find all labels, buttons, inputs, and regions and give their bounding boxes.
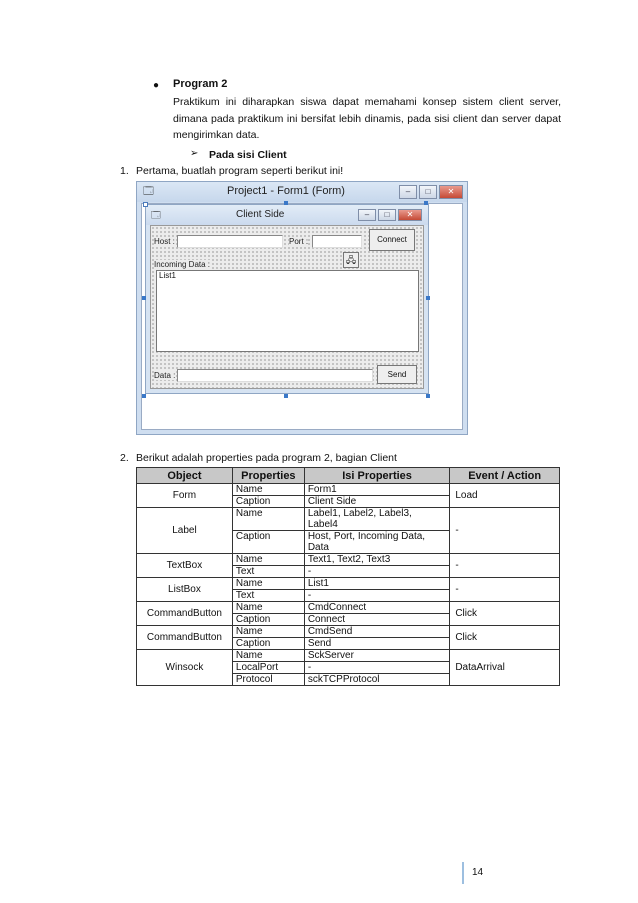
- object-cell: ListBox: [137, 578, 233, 602]
- property-cell: Name: [232, 602, 304, 614]
- property-cell: Text: [232, 590, 304, 602]
- host-textbox[interactable]: [177, 235, 283, 248]
- property-cell: Name: [232, 626, 304, 638]
- value-cell: -: [304, 662, 450, 674]
- step-1-text: Pertama, buatlah program seperti berikut ini!: [136, 165, 344, 177]
- resize-handle[interactable]: [284, 394, 288, 398]
- resize-handle[interactable]: [142, 394, 146, 398]
- step-1-number: 1.: [120, 165, 129, 177]
- event-cell: Load: [450, 484, 560, 508]
- winsock-control-icon[interactable]: 🖧: [343, 252, 359, 268]
- property-cell: Caption: [232, 496, 304, 508]
- port-label: Port :: [289, 237, 309, 246]
- object-cell: CommandButton: [137, 602, 233, 626]
- client-form[interactable]: [145, 204, 429, 394]
- property-cell: Caption: [232, 638, 304, 650]
- col-header-values: Isi Properties: [304, 468, 450, 484]
- resize-handle[interactable]: [142, 296, 146, 300]
- property-cell: Caption: [232, 531, 304, 554]
- table-row: [137, 484, 560, 496]
- property-cell: LocalPort: [232, 662, 304, 674]
- event-cell: Click: [450, 626, 560, 650]
- property-cell: Name: [232, 508, 304, 531]
- maximize-icon[interactable]: □: [419, 185, 437, 199]
- object-cell: Label: [137, 508, 233, 554]
- value-cell: -: [304, 566, 450, 578]
- properties-table: [136, 467, 560, 686]
- close-icon[interactable]: ✕: [439, 185, 463, 199]
- value-cell: Host, Port, Incoming Data, Data: [304, 531, 450, 554]
- incoming-listbox[interactable]: [156, 270, 419, 352]
- property-cell: Caption: [232, 614, 304, 626]
- table-row: [137, 650, 560, 662]
- resize-handle[interactable]: [426, 394, 430, 398]
- property-cell: Name: [232, 484, 304, 496]
- port-textbox[interactable]: [312, 235, 362, 248]
- value-cell: SckServer: [304, 650, 450, 662]
- step-2-text: Berikut adalah properties pada program 2, bagian Client: [136, 452, 397, 464]
- property-cell: Name: [232, 650, 304, 662]
- send-button[interactable]: Send: [377, 365, 417, 384]
- value-cell: CmdSend: [304, 626, 450, 638]
- value-cell: Label1, Label2, Label3, Label4: [304, 508, 450, 531]
- value-cell: List1: [304, 578, 450, 590]
- resize-handle[interactable]: [424, 201, 428, 205]
- form-title-bar: [146, 205, 428, 225]
- form-maximize-icon[interactable]: □: [378, 209, 396, 221]
- bullet-dot: ●: [153, 80, 160, 91]
- object-cell: Winsock: [137, 650, 233, 686]
- subheading: Pada sisi Client: [209, 149, 287, 161]
- list-item: List1: [159, 271, 176, 280]
- event-cell: -: [450, 578, 560, 602]
- value-cell: Text1, Text2, Text3: [304, 554, 450, 566]
- col-header-event: Event / Action: [450, 468, 560, 484]
- property-cell: Text: [232, 566, 304, 578]
- step-2-number: 2.: [120, 452, 129, 464]
- table-row: [137, 578, 560, 590]
- col-header-properties: Properties: [232, 468, 304, 484]
- event-cell: -: [450, 554, 560, 578]
- value-cell: -: [304, 590, 450, 602]
- host-label: Host :: [154, 237, 175, 246]
- event-cell: -: [450, 508, 560, 554]
- connect-button[interactable]: Connect: [369, 229, 415, 251]
- table-row: [137, 602, 560, 614]
- resize-handle[interactable]: [284, 201, 288, 205]
- event-cell: Click: [450, 602, 560, 626]
- property-cell: Name: [232, 554, 304, 566]
- object-cell: CommandButton: [137, 626, 233, 650]
- resize-handle[interactable]: [426, 296, 430, 300]
- resize-handle[interactable]: [143, 202, 148, 207]
- event-cell: DataArrival: [450, 650, 560, 686]
- ide-title: Project1 - Form1 (Form): [227, 185, 345, 197]
- data-label: Data :: [154, 371, 176, 380]
- value-cell: Client Side: [304, 496, 450, 508]
- form-title: Client Side: [236, 209, 285, 220]
- value-cell: sckTCPProtocol: [304, 674, 450, 686]
- data-textbox[interactable]: [177, 369, 373, 382]
- minimize-icon[interactable]: –: [399, 185, 417, 199]
- col-header-object: Object: [137, 468, 233, 484]
- object-cell: Form: [137, 484, 233, 508]
- value-cell: Send: [304, 638, 450, 650]
- arrow-bullet-icon: ➢: [190, 148, 199, 159]
- form-client-area[interactable]: [150, 225, 424, 389]
- table-row: [137, 508, 560, 531]
- form-icon: 🗔: [151, 210, 161, 220]
- app-icon: 🗔: [143, 186, 154, 197]
- table-row: [137, 554, 560, 566]
- form-minimize-icon[interactable]: –: [358, 209, 376, 221]
- property-cell: Protocol: [232, 674, 304, 686]
- ide-title-bar: [137, 182, 467, 202]
- value-cell: Form1: [304, 484, 450, 496]
- property-cell: Name: [232, 578, 304, 590]
- form-close-icon[interactable]: ✕: [398, 209, 422, 221]
- value-cell: Connect: [304, 614, 450, 626]
- value-cell: CmdConnect: [304, 602, 450, 614]
- object-cell: TextBox: [137, 554, 233, 578]
- table-row: [137, 626, 560, 638]
- section-title: Program 2: [173, 78, 228, 90]
- incoming-data-label: Incoming Data :: [154, 260, 211, 269]
- table-header-row: [137, 468, 560, 484]
- page-number: 14: [462, 862, 483, 884]
- section-description: Praktikum ini diharapkan siswa dapat memahami konsep sistem client server, dimana pada praktikum ini bersifat lebih dinamis, pada sisi client dan server dapat mengirimkan data.: [173, 96, 561, 141]
